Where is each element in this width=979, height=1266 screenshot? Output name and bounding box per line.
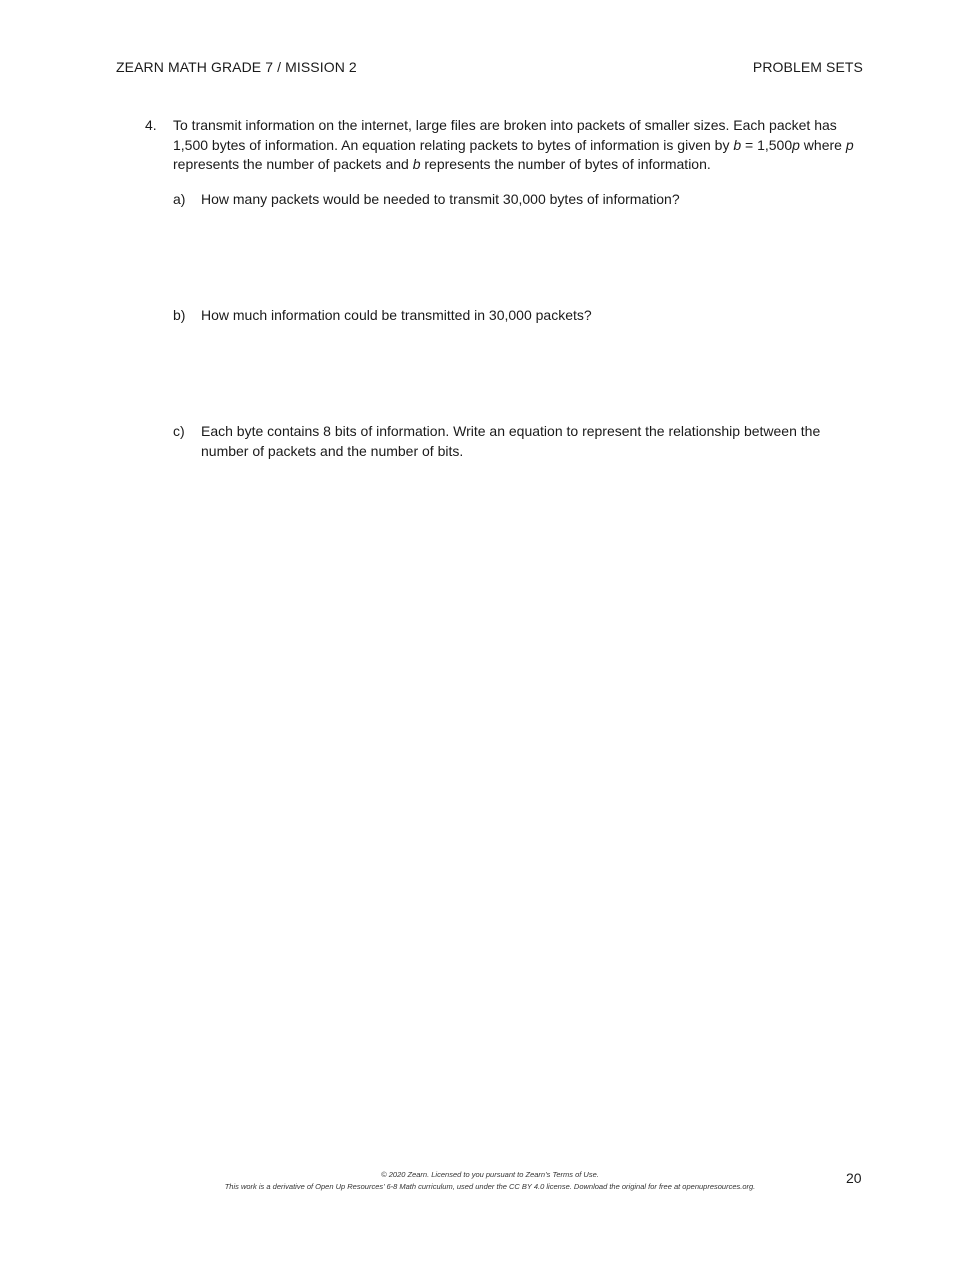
page-number: 20 xyxy=(846,1170,862,1186)
problem-text xyxy=(173,116,865,175)
problem-text-part-4: represents the number of packets and xyxy=(173,156,413,172)
part-label: b) xyxy=(173,307,186,323)
problem-text-part-2: = 1,500 xyxy=(741,136,793,153)
part-label: a) xyxy=(173,191,186,207)
problem-4 xyxy=(145,116,865,175)
part-question: How much information could be transmitted in 30,000 packets? xyxy=(201,307,592,323)
problem-text-part-1: To transmit information on the internet, large files are broken into packets of smaller sizes. Each packet has 1,500 bytes of information. An equation relating packets to bytes of information is given by xyxy=(173,117,837,153)
header-section: PROBLEM SETS xyxy=(752,59,863,75)
footer-attribution: This work is a derivative of Open Up Resources’ 6-8 Math curriculum, used under the CC BY 4.0 license. Download the original for free at openupresources.org. xyxy=(224,1182,756,1191)
footer-license xyxy=(150,1169,830,1193)
footer-copyright: © 2020 Zearn. Licensed to you pursuant to Zearn’s Terms of Use. xyxy=(381,1170,599,1179)
part-b xyxy=(173,306,865,326)
variable-p: p xyxy=(792,136,800,153)
variable-b: b xyxy=(412,156,421,172)
part-question: Each byte contains 8 bits of information. Write an equation to represent the relationship between the number of packets and the number of bits. xyxy=(201,423,821,459)
part-c xyxy=(173,422,865,461)
problem-text-part-5: represents the number of bytes of information. xyxy=(420,156,711,172)
problem-text-part-3: where xyxy=(799,136,846,153)
part-label: c) xyxy=(173,423,185,439)
variable-p: p xyxy=(845,136,854,153)
header-title: ZEARN MATH GRADE 7 / MISSION 2 xyxy=(116,59,357,75)
variable-b: b xyxy=(733,136,742,153)
part-question: How many packets would be needed to transmit 30,000 bytes of information? xyxy=(201,191,680,207)
problem-number: 4. xyxy=(145,117,157,133)
part-a xyxy=(173,190,865,210)
